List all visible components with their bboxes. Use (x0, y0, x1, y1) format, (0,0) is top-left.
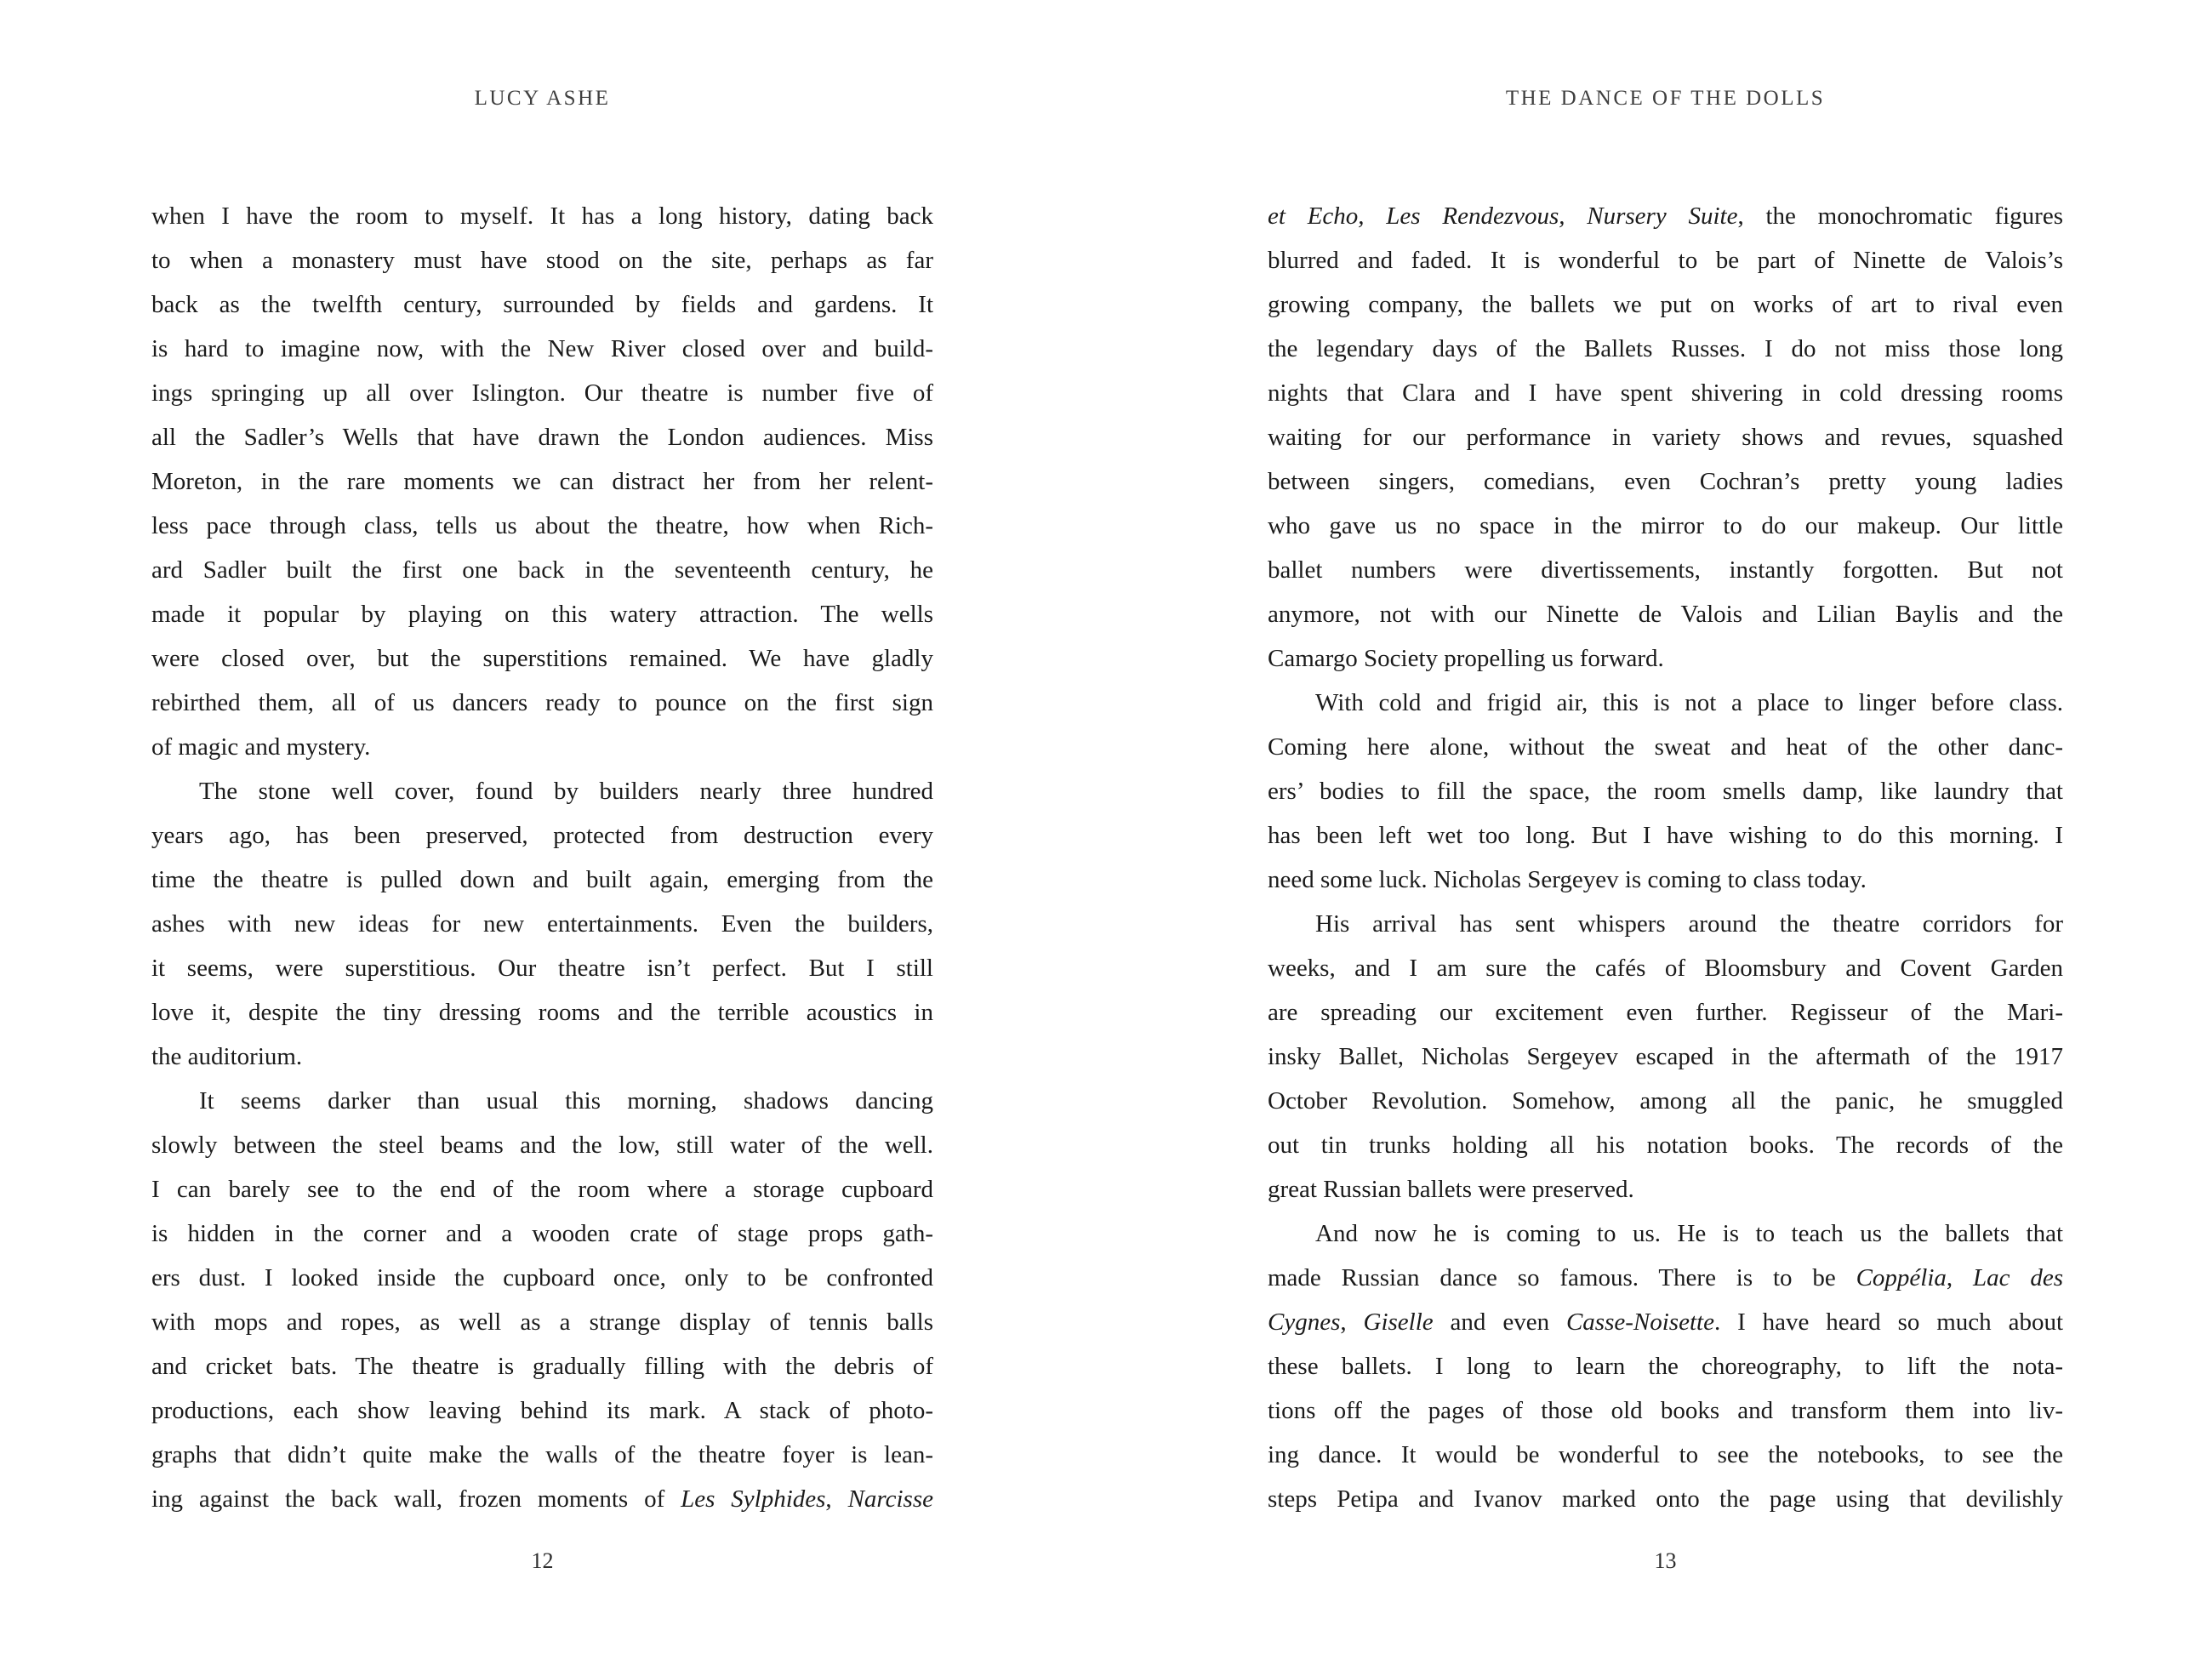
text-line: years ago, has been preserved, protected from destruction every (151, 822, 933, 849)
text-line: tions off the pages of those old books and transform them into liv- (1268, 1397, 2063, 1424)
text-line: the legendary days of the Ballets Russes. I do not miss those long (1268, 335, 2063, 362)
text-line: with mops and ropes, as well as a strange display of tennis balls (151, 1308, 933, 1336)
text-line: et Echo, Les Rendezvous, Nursery Suite, the monochromatic figures (1268, 202, 2063, 230)
text-line: ers’ bodies to fill the space, the room smells damp, like laundry that (1268, 778, 2063, 805)
text-line: all the Sadler’s Wells that have drawn the London audiences. Miss (151, 424, 933, 451)
text-line: Coming here alone, without the sweat and heat of the other danc- (1268, 733, 2063, 761)
text-line: out tin trunks holding all his notation books. The records of the (1268, 1132, 2063, 1159)
page-left (151, 0, 933, 1659)
text-line: steps Petipa and Ivanov marked onto the page using that devilishly (1268, 1485, 2063, 1513)
text-line: His arrival has sent whispers around the theatre corridors for (1315, 910, 2063, 938)
text-line: these ballets. I long to learn the choreography, to lift the nota- (1268, 1353, 2063, 1380)
text-line: growing company, the ballets we put on works of art to rival even (1268, 291, 2063, 318)
text-line: ballet numbers were divertissements, instantly forgotten. But not (1268, 556, 2063, 584)
page-body-left (151, 194, 933, 1521)
text-line: the auditorium. (151, 1043, 303, 1070)
page-number-right: 13 (1654, 1548, 1677, 1573)
text-line: nights that Clara and I have spent shivering in cold dressing rooms (1268, 379, 2063, 407)
text-line: weeks, and I am sure the cafés of Bloomsbury and Covent Garden (1268, 955, 2063, 982)
text-line: Cygnes, Giselle and even Casse-Noisette. I have heard so much about (1268, 1308, 2063, 1336)
text-line: anymore, not with our Ninette de Valois and Lilian Baylis and the (1268, 601, 2063, 628)
text-line: between singers, comedians, even Cochran’s pretty young ladies (1268, 468, 2063, 495)
text-line: It seems darker than usual this morning, shadows dancing (199, 1087, 933, 1115)
running-header-author: LUCY ASHE (474, 87, 611, 110)
text-line: ers dust. I looked inside the cupboard once, only to be confronted (151, 1264, 933, 1291)
text-line: ing dance. It would be wonderful to see the notebooks, to see the (1268, 1441, 2063, 1468)
text-line: made Russian dance so famous. There is to be Coppélia, Lac des (1268, 1264, 2063, 1291)
text-line: to when a monastery must have stood on the site, perhaps as far (151, 247, 933, 274)
text-line: slowly between the steel beams and the low, still water of the well. (151, 1132, 933, 1159)
text-line: waiting for our performance in variety shows and revues, squashed (1268, 424, 2063, 451)
text-line: has been left wet too long. But I have wishing to do this morning. I (1268, 822, 2063, 849)
text-line: graphs that didn’t quite make the walls of the theatre foyer is lean- (151, 1441, 933, 1468)
text-line: back as the twelfth century, surrounded by fields and gardens. It (151, 291, 933, 318)
text-line: less pace through class, tells us about the theatre, how when Rich- (151, 512, 933, 539)
text-line: Moreton, in the rare moments we can distract her from her relent- (151, 468, 933, 495)
text-line: insky Ballet, Nicholas Sergeyev escaped in the aftermath of the 1917 (1268, 1043, 2063, 1070)
text-line: With cold and frigid air, this is not a place to linger before class. (1315, 689, 2063, 716)
page-number-left: 12 (531, 1548, 554, 1573)
text-line: And now he is coming to us. He is to teach us the ballets that (1315, 1220, 2063, 1247)
text-line: love it, despite the tiny dressing rooms and the terrible acoustics in (151, 999, 933, 1026)
text-line: of magic and mystery. (151, 733, 371, 761)
page-body-right (1268, 194, 2063, 1521)
text-line: Camargo Society propelling us forward. (1268, 645, 1664, 672)
text-line: are spreading our excitement even further. Regisseur of the Mari- (1268, 999, 2063, 1026)
text-line: it seems, were superstitious. Our theatre isn’t perfect. But I still (151, 955, 933, 982)
text-line: great Russian ballets were preserved. (1268, 1176, 1634, 1203)
text-line: when I have the room to myself. It has a long history, dating back (151, 202, 933, 230)
page-right (1268, 0, 2063, 1659)
running-header-title: THE DANCE OF THE DOLLS (1505, 87, 1826, 110)
text-line: who gave us no space in the mirror to do our makeup. Our little (1268, 512, 2063, 539)
text-line: productions, each show leaving behind its mark. A stack of photo- (151, 1397, 933, 1424)
text-line: made it popular by playing on this watery attraction. The wells (151, 601, 933, 628)
text-line: is hidden in the corner and a wooden crate of stage props gath- (151, 1220, 933, 1247)
text-line: time the theatre is pulled down and built again, emerging from the (151, 866, 933, 893)
text-line: October Revolution. Somehow, among all the panic, he smuggled (1268, 1087, 2063, 1115)
text-line: ashes with new ideas for new entertainments. Even the builders, (151, 910, 933, 938)
text-line: ard Sadler built the first one back in the seventeenth century, he (151, 556, 933, 584)
text-line: ings springing up all over Islington. Our theatre is number five of (151, 379, 933, 407)
text-line: rebirthed them, all of us dancers ready to pounce on the first sign (151, 689, 933, 716)
text-line: and cricket bats. The theatre is gradually filling with the debris of (151, 1353, 933, 1380)
text-line: The stone well cover, found by builders nearly three hundred (199, 778, 933, 805)
text-line: were closed over, but the superstitions remained. We have gladly (151, 645, 933, 672)
text-line: I can barely see to the end of the room where a storage cupboard (151, 1176, 933, 1203)
text-line: is hard to imagine now, with the New River closed over and build- (151, 335, 933, 362)
text-line: blurred and faded. It is wonderful to be part of Ninette de Valois’s (1268, 247, 2063, 274)
text-line: ing against the back wall, frozen moments of Les Sylphides, Narcisse (151, 1485, 933, 1513)
text-line: need some luck. Nicholas Sergeyev is coming to class today. (1268, 866, 1867, 893)
